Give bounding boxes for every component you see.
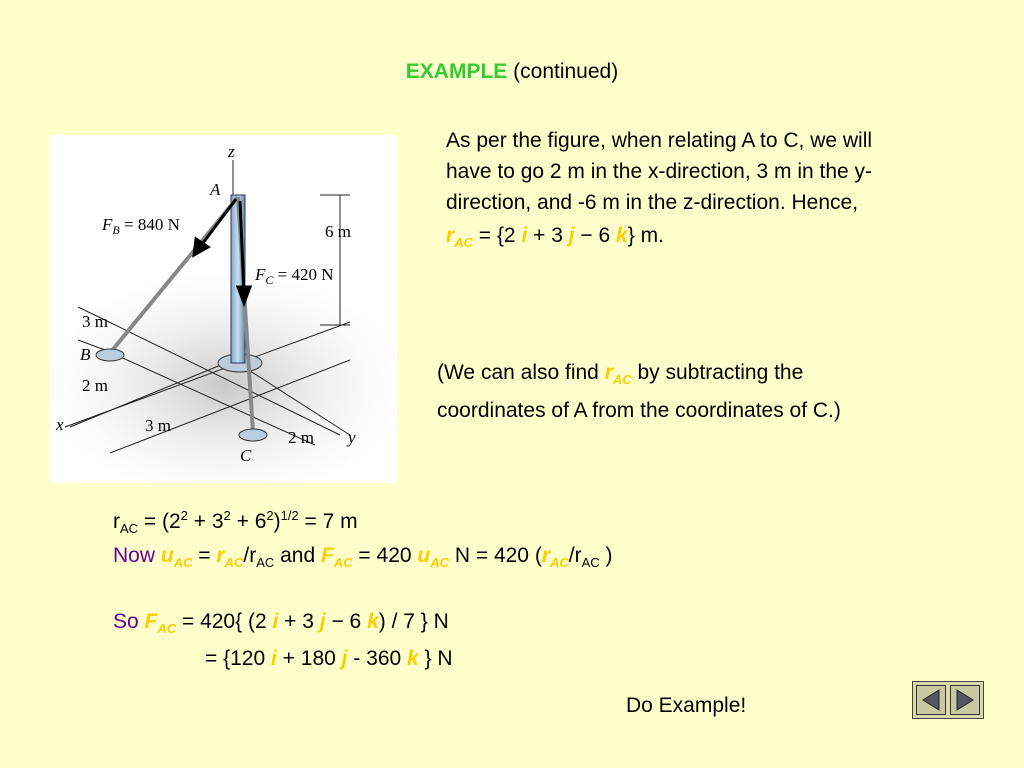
nav-controls xyxy=(912,681,984,719)
note-line-1: (We can also find $r_{AC}$ by subtracting the xyxy=(437,361,804,388)
intro-line-1: As per the figure, when relating A to C, we will xyxy=(446,129,873,152)
anchor-c xyxy=(239,429,267,441)
label-z: z xyxy=(228,142,235,161)
slide-title xyxy=(0,60,1024,84)
intro-line-2: have to go 2 m in the x-direction, 3 m in the y- xyxy=(446,160,873,183)
triangle-left-icon xyxy=(917,686,945,714)
label-2m-a: 2 m xyxy=(82,376,108,395)
label-2m-b: 2 m xyxy=(288,428,314,447)
triangle-right-icon xyxy=(951,686,979,714)
prev-button[interactable] xyxy=(916,685,946,715)
figure-diagram xyxy=(50,135,397,483)
label-x: x xyxy=(56,415,64,434)
label-fc: $F_C = 420$ N xyxy=(255,265,334,287)
calc-now: Now $u_{AC} = r_{AC}/r_{AC}$ and $F_{AC} = 420$ $u_{AC}$ N = 420 ($r_{AC}/r_{AC}$ ) xyxy=(113,544,613,571)
label-c: C xyxy=(240,446,252,465)
intro-rac-equation: $r_{AC} = \{2$ i + 3 j − 6 k} m. xyxy=(446,224,664,251)
label-3m-a: 3 m xyxy=(82,312,108,331)
intro-line-3: direction, and -6 m in the z-direction. Hence, xyxy=(446,191,859,214)
label-3m-b: 3 m xyxy=(145,416,171,435)
calc-magnitude: $r_{AC} = (2^2 + 3^2 + 6^2)^{1/2} = 7$ m xyxy=(113,508,358,537)
calc-so: So $F_{AC} = 420${ (2 i + 3 j − 6 k) / 7 } N xyxy=(113,610,449,637)
label-b: B xyxy=(80,345,91,364)
label-y: y xyxy=(348,428,356,447)
note-paragraph xyxy=(437,357,997,426)
label-fb: $F_B = 840$ N xyxy=(102,215,180,237)
note-line-2: coordinates of A from the coordinates of C.) xyxy=(437,399,841,423)
intro-paragraph xyxy=(446,125,986,258)
calc-result: = {120 i + 180 j - 360 k } N xyxy=(205,647,453,670)
pole-diagram xyxy=(50,135,397,483)
anchor-b xyxy=(96,349,124,361)
label-a: A xyxy=(210,180,221,199)
do-example-text: Do Example! xyxy=(626,694,747,717)
title-continued: (continued) xyxy=(513,60,619,83)
label-6m: 6 m xyxy=(325,222,351,241)
title-example: EXAMPLE xyxy=(405,60,508,83)
next-button[interactable] xyxy=(950,685,980,715)
